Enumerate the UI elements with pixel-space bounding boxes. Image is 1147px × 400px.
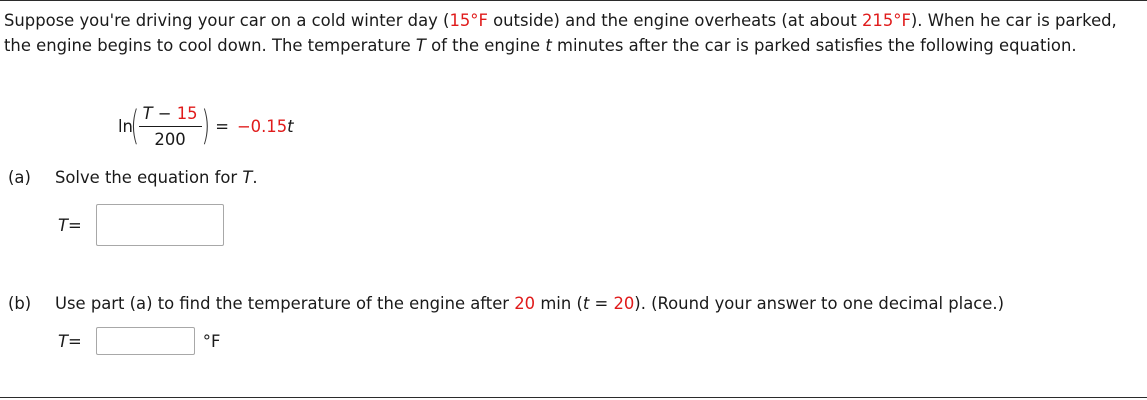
part-a-tag: (a)	[8, 168, 31, 187]
answer-a-input[interactable]	[96, 204, 224, 246]
numerator-variable: T	[142, 103, 153, 123]
part-b-minutes: 20	[514, 294, 536, 313]
cooling-equation	[118, 96, 294, 156]
fraction-denominator: 200	[154, 129, 186, 149]
intro-text-5: minutes after the car is parked satisfies the following equation.	[551, 35, 1077, 55]
answer-b-variable: T	[58, 331, 69, 351]
part-b-tag: (b)	[8, 294, 32, 313]
equals-sign: =	[215, 116, 229, 136]
answer-a-variable: T	[58, 215, 69, 235]
outside-temperature: 15°F	[449, 11, 488, 30]
problem-statement	[4, 9, 1144, 58]
variable-T: T	[415, 35, 426, 55]
part-b-t-value: 20	[613, 294, 635, 313]
intro-text-4: of the engine	[425, 35, 546, 55]
numerator-minus: −	[152, 103, 177, 123]
fraction-numerator	[139, 104, 202, 127]
part-b-text-1: Use part (a) to find the temperature of the engine after	[55, 294, 515, 313]
overheat-temperature: 215°F	[861, 11, 911, 30]
part-b-text-3: ). (Round your answer to one decimal place.)	[634, 294, 1004, 313]
part-b-equals: =	[589, 294, 614, 313]
part-b-prompt	[8, 294, 1004, 313]
answer-b-equals: =	[68, 331, 82, 351]
intro-text-2: outside) and the engine overheats (at about	[487, 11, 862, 30]
part-a-variable: T	[242, 168, 253, 187]
numerator-constant: 15	[176, 103, 198, 123]
intro-text-1: Suppose you're driving your car on a cold winter day (	[4, 11, 450, 30]
part-a-answer-row	[58, 204, 224, 246]
left-paren: (	[130, 103, 140, 149]
answer-b-unit: °F	[202, 331, 221, 351]
part-b-text-2: min (	[535, 294, 583, 313]
part-a-text: Solve the equation for	[55, 168, 243, 187]
part-a-period: .	[252, 168, 258, 187]
fraction	[139, 104, 202, 149]
top-divider	[0, 0, 1147, 1]
rhs-variable: t	[287, 116, 294, 136]
ln-function: ln	[118, 116, 133, 136]
answer-a-equals: =	[68, 215, 82, 235]
intro-text-3: ). When he car is parked, the engine begins to cool down. The temperature	[4, 11, 1117, 55]
right-paren: )	[201, 103, 210, 149]
part-a-prompt	[8, 168, 258, 187]
bottom-divider	[0, 397, 1147, 398]
rhs-coefficient: −0.15	[236, 116, 288, 136]
part-b-answer-row	[58, 327, 220, 355]
variable-t: t	[545, 35, 552, 55]
answer-b-input[interactable]	[96, 327, 195, 355]
part-b-variable: t	[582, 294, 590, 313]
